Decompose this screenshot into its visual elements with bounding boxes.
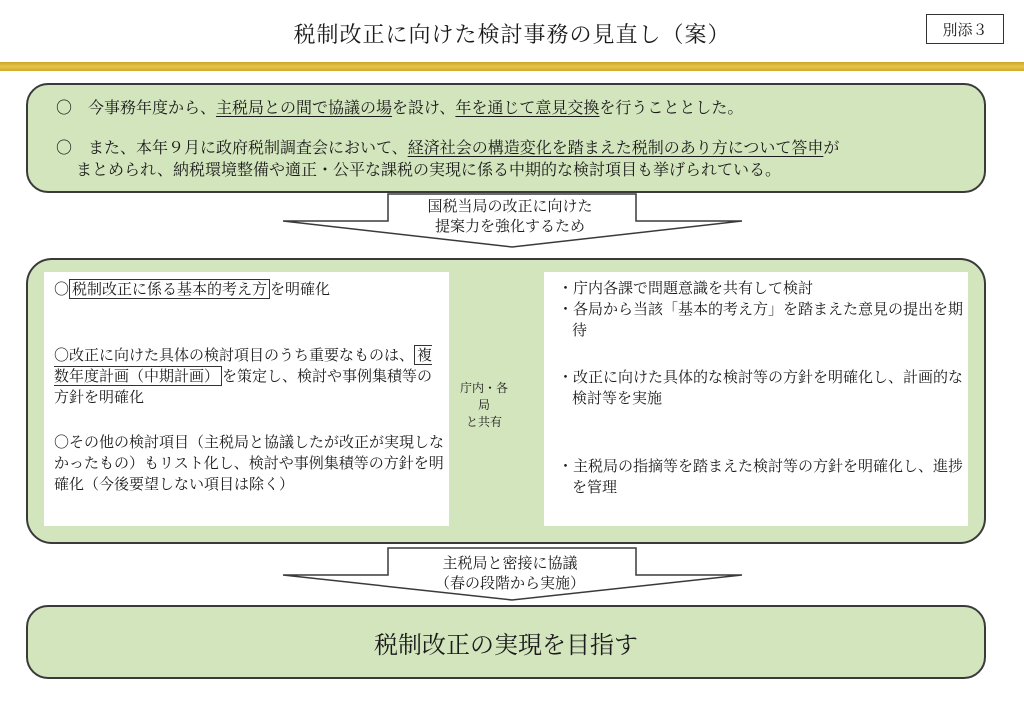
effect-bullet: ・主税局の指摘等を踏まえた検討等の方針を明確化し、進捗を管理 bbox=[558, 457, 964, 496]
effect-bullet: ・各局から当該「基本的考え方」を踏まえた意見の提出を期待 bbox=[558, 300, 964, 339]
boxed-term: 複数年度計画（中期計画） bbox=[54, 346, 433, 385]
effect-bullet: ・改正に向けた具体的な検討等の方針を明確化し、計画的な検討等を実施 bbox=[558, 368, 964, 407]
goal-box bbox=[26, 605, 986, 679]
effect-bullet: ・庁内各課で問題意識を共有して検討 bbox=[558, 279, 814, 297]
measure-item-2: 〇改正に向けた具体の検討項目のうち重要なものは、 複数年度計画（中期計画） を策定し、検討や事例集積等の方針を明確化 bbox=[54, 346, 433, 406]
right-panel bbox=[544, 272, 968, 526]
left-panel bbox=[44, 272, 449, 526]
arrow-1-label: 国税当局の改正に向けた 提案力を強化するため bbox=[427, 197, 593, 235]
share-arrow-label: 庁内・各局 と共有 bbox=[459, 381, 508, 429]
arrow-2-label: 主税局と密接に協議 （春の段階から実施） bbox=[434, 554, 585, 592]
goal-text: 税制改正の実現を目指す bbox=[374, 630, 638, 659]
background-line-1: 〇 今事務年度から、主税局との間で協議の場を設け、年を通じて意見交換を行うこととした。 bbox=[56, 98, 744, 117]
background-line-3: まとめられ、納税環境整備や適正・公平な課税の実現に係る中期的な検討項目も挙げられている。 bbox=[76, 160, 781, 179]
measure-item-3: 〇その他の検討項目（主税局と協議したが改正が実現しなかったもの）もリスト化し、検討や事例集積等の方針を明確化（今後要望しない項目は除く） bbox=[54, 433, 445, 493]
underlined-phrase: 年を通じて意見交換 bbox=[455, 98, 600, 117]
boxed-term: 税制改正に係る基本的考え方 bbox=[69, 279, 270, 299]
background-line-2: 〇 また、本年９月に政府税制調査会において、経済社会の構造変化を踏まえた税制のあり方について答申が bbox=[56, 138, 840, 157]
underlined-phrase: 経済社会の構造変化を踏まえた税制のあり方について答申 bbox=[407, 138, 824, 157]
measure-item-1: 〇 税制改正に係る基本的考え方 を明確化 bbox=[54, 280, 331, 298]
attachment-tag: 別添３ bbox=[926, 14, 1004, 44]
page-title: 税制改正に向けた検討事務の見直し（案） bbox=[293, 23, 731, 48]
underlined-phrase: 主税局との間で協議の場 bbox=[216, 98, 393, 117]
